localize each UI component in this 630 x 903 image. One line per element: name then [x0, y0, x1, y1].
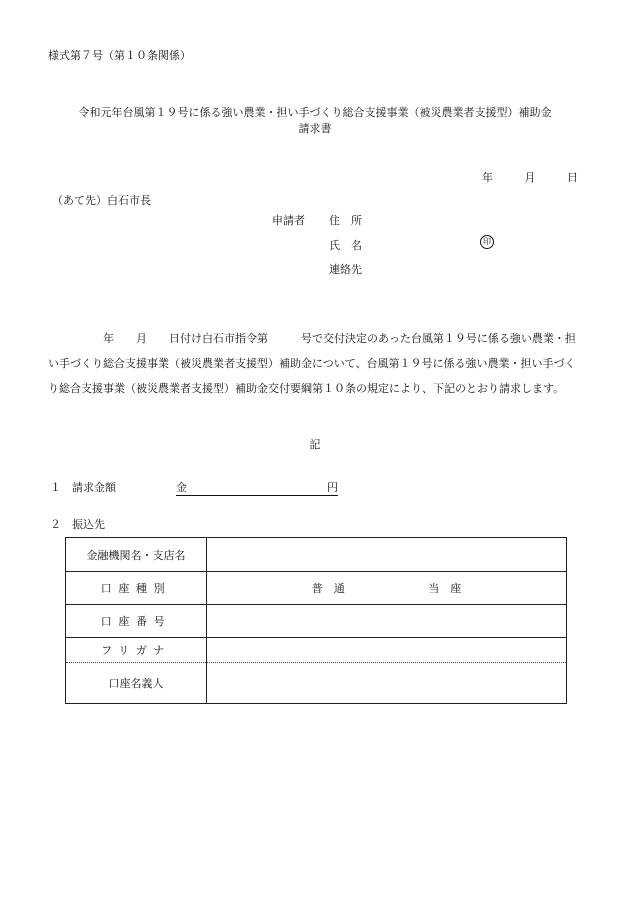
date-month: 月 — [524, 171, 536, 184]
table-row — [66, 638, 567, 663]
account-holder-label: 口座名義人 — [66, 663, 207, 704]
furigana-field[interactable] — [207, 638, 567, 663]
transfer-destination-label: ２ 振込先 — [50, 518, 105, 531]
name-label: 氏 名 — [329, 239, 362, 252]
bank-name-field[interactable] — [207, 538, 567, 572]
account-holder-field[interactable] — [207, 663, 567, 704]
document-title: 令和元年台風第１９号に係る強い農業・担い手づくり総合支援事業（被災農業者支援型）補助金 — [78, 106, 552, 119]
bank-name-label: 金融機関名・支店名 — [66, 538, 207, 572]
addressee: （あて先）白石市長 — [52, 194, 151, 207]
request-amount-label: １ 請求金額 — [50, 481, 116, 494]
amount-prefix: 金 — [176, 481, 187, 494]
furigana-label: フリガナ — [66, 638, 207, 663]
request-amount-field[interactable] — [176, 479, 338, 496]
body-paragraph: 年 月 日付け白石市指令第 号で交付決定のあった台風第１９号に係る強い農業・担い手づくり総合支援事業（被災農業者支援型）補助金について、台風第１９号に係る強い農業・担い手づくり総合支援事業（被災農業者支援型）補助金交付要綱第１０条の規定により、下記のとおり請求します。 — [48, 332, 576, 395]
contact-label: 連絡先 — [329, 263, 362, 276]
amount-suffix: 円 — [327, 481, 338, 494]
document-title-line2: 請求書 — [298, 122, 332, 135]
account-type-label: 口座種別 — [66, 572, 207, 605]
seal-mark: 印 — [480, 235, 494, 249]
table-row — [66, 538, 567, 572]
account-number-label: 口座番号 — [66, 605, 207, 638]
table-row — [66, 663, 567, 704]
address-label: 住 所 — [329, 214, 362, 227]
account-type-field[interactable] — [207, 572, 567, 605]
bank-account-table — [65, 537, 567, 704]
table-row — [66, 605, 567, 638]
account-type-ordinary[interactable]: 普 通 — [311, 582, 345, 595]
ki-heading: 記 — [309, 438, 321, 451]
form-number: 様式第７号（第１０条関係） — [48, 49, 191, 62]
account-number-field[interactable] — [207, 605, 567, 638]
date-line — [454, 169, 578, 185]
applicant-label: 申請者 — [272, 214, 305, 227]
date-day: 日 — [567, 171, 578, 184]
account-type-current[interactable]: 当 座 — [428, 582, 462, 595]
date-year: 年 — [482, 171, 493, 184]
table-row — [66, 572, 567, 605]
